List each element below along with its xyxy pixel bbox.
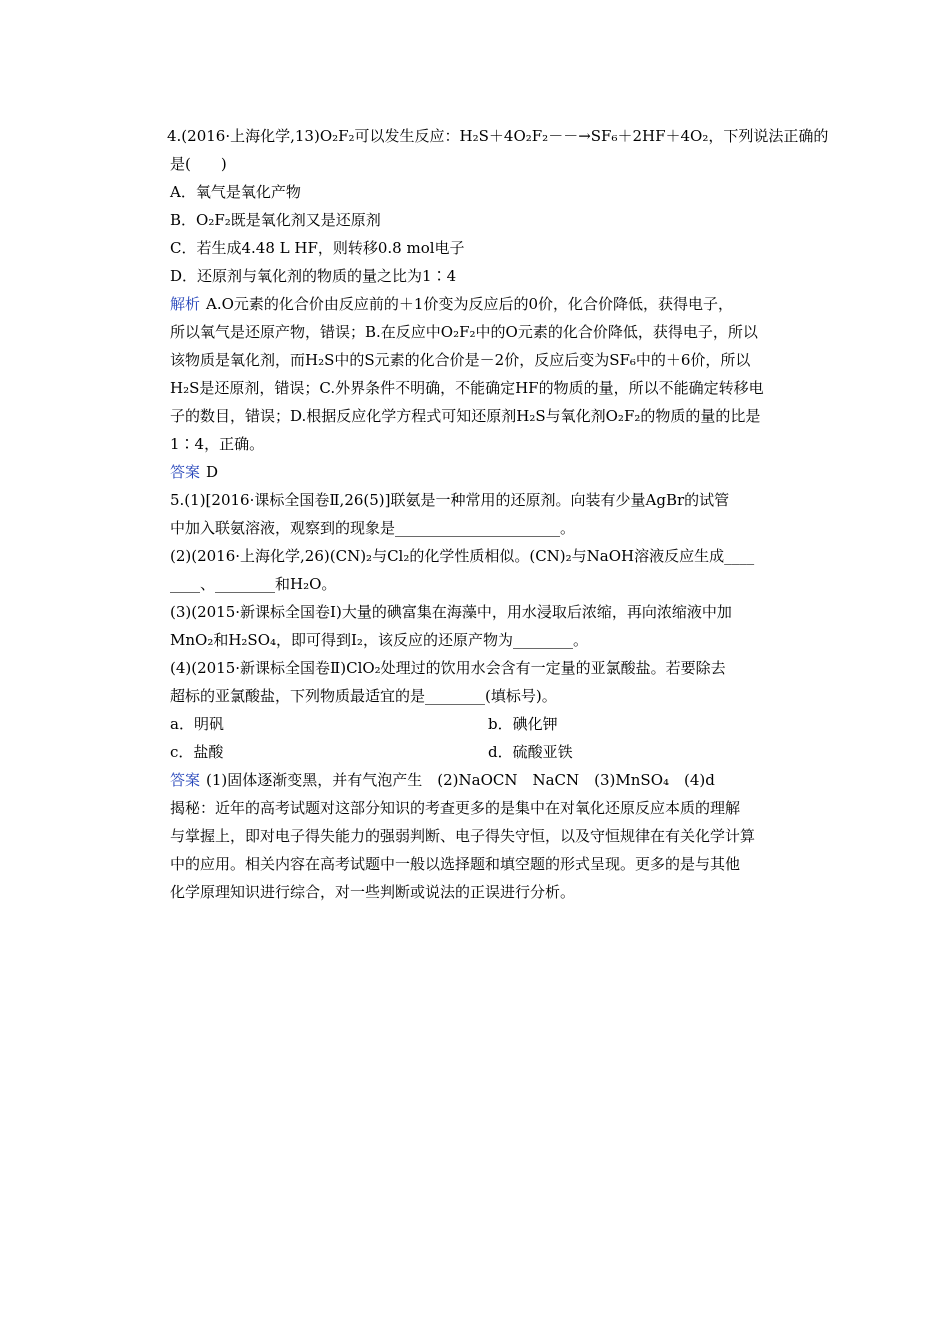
reveal-section [170,794,810,906]
question-part-line: MnO₂和H₂SO₄，即可得到I₂，该反应的还原产物为________。 [170,631,588,649]
analysis-line [170,290,810,318]
reveal-line: 化学原理知识进行综合，对一些判断或说法的正误进行分析。 [170,883,576,901]
question-part-line: 中加入联氨溶液，观察到的现象是______________________。 [170,519,576,537]
question-stem-line: 是( ) [170,155,227,173]
analysis-line: H₂S是还原剂，错误；C.外界条件不明确，不能确定HF的物质的量，所以不能确定转移电 [170,379,764,397]
reveal-line: 中的应用。相关内容在高考试题中一般以选择题和填空题的形式呈现。更多的是与其他 [170,855,741,873]
analysis-line: 1∶4，正确。 [170,435,265,453]
reveal-line: 与掌握上，即对电子得失能力的强弱判断、电子得失守恒，以及守恒规律在有关化学计算 [170,827,756,845]
analysis-line: 所以氧气是还原产物，错误；B.在反应中O₂F₂中的O元素的化合价降低，获得电子，所以 [170,323,758,341]
option-d: d．硫酸亚铁 [488,743,573,761]
analysis-line: 子的数目，错误；D.根据反应化学方程式可知还原剂H₂S与氧化剂O₂F₂的物质的量的比是 [170,407,761,425]
option-a: a．明矾 [170,715,224,733]
options-row [170,710,810,738]
reveal-line: 揭秘：近年的高考试题对这部分知识的考查更多的是集中在对氧化还原反应本质的理解 [170,799,741,817]
question-part-line: 超标的亚氯酸盐，下列物质最适宜的是________(填标号)。 [170,687,557,705]
option-d: D．还原剂与氧化剂的物质的量之比为1∶4 [170,267,457,285]
answer-text: D [206,463,219,481]
question-part-line: (4)(2015·新课标全国卷Ⅱ)ClO₂处理过的饮用水会含有一定量的亚氯酸盐。若要除去 [170,659,726,677]
question-stem-line: 4.(2016·上海化学,13)O₂F₂可以发生反应：H₂S＋4O₂F₂－－→SF₆＋2HF＋4O₂，下列说法正确的 [167,127,829,145]
answer-line [170,766,810,794]
question-part-line: (3)(2015·新课标全国卷Ⅰ)大量的碘富集在海藻中，用水浸取后浓缩，再向浓缩液中加 [170,603,732,621]
question-4 [167,122,829,486]
options-row [170,738,810,766]
answer-text: (1)固体逐渐变黑，并有气泡产生 (2)NaOCN NaCN (3)MnSO₄ (4)d [206,771,715,789]
option-b: B．O₂F₂既是氧化剂又是还原剂 [170,211,381,229]
document-content [167,122,829,906]
answer-label: 答案 [170,463,201,481]
answer-line [170,458,810,486]
analysis-text: A.O元素的化合价由反应前的＋1价变为反应后的0价，化合价降低，获得电子， [206,295,734,313]
analysis-line: 该物质是氧化剂，而H₂S中的S元素的化合价是－2价，反应后变为SF₆中的＋6价，所以 [170,351,751,369]
option-c: C．若生成4.48 L HF，则转移0.8 mol电子 [170,239,465,257]
option-a: A．氧气是氧化产物 [170,183,301,201]
question-part-line: ____、________和H₂O。 [170,575,337,593]
analysis-label: 解析 [170,295,201,313]
answer-label: 答案 [170,771,201,789]
question-part-line: 5.(1)[2016·课标全国卷Ⅱ,26(5)]联氨是一种常用的还原剂。向装有少量AgBr的试管 [170,491,730,509]
question-part-line: (2)(2016·上海化学,26)(CN)₂与Cl₂的化学性质相似。(CN)₂与NaOH溶液反应生成____ [170,547,755,565]
option-b: b．碘化钾 [488,715,558,733]
option-c: c．盐酸 [170,743,224,761]
question-5 [170,486,810,794]
